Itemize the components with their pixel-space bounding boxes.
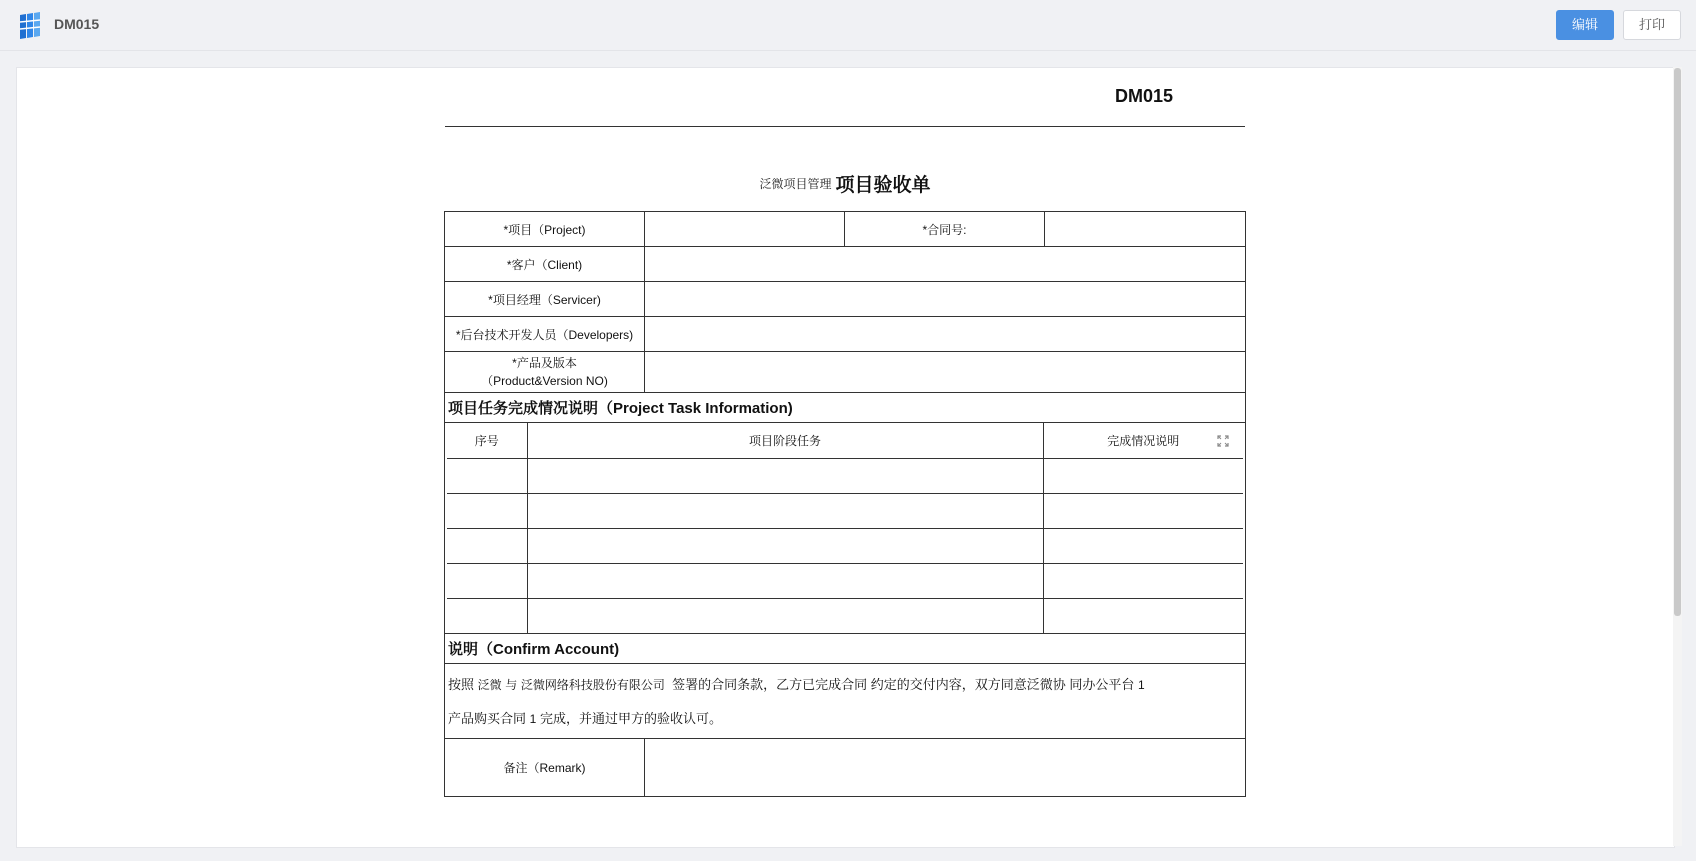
print-button[interactable]: 打印 — [1623, 10, 1681, 40]
acceptance-form — [444, 211, 1246, 797]
col-header-status — [1043, 423, 1243, 458]
remark-label: 备注（Remark) — [445, 739, 645, 797]
party-a: 泛微 — [477, 678, 502, 692]
product-label-line2: （Product&Version NO) — [481, 374, 608, 388]
task-status-cell[interactable] — [1043, 563, 1243, 598]
table-row — [447, 563, 1243, 598]
confirm-text — [445, 664, 1245, 738]
task-no-cell[interactable] — [447, 563, 527, 598]
confirm-text-part: 与 — [505, 678, 518, 692]
servicer-label: *项目经理（Servicer) — [445, 282, 645, 317]
product-label — [445, 352, 645, 393]
confirm-text-part: 签署的合同条款，乙方已完成合同 约定的交付内容，双方同意泛微协 同办公平台 — [672, 677, 1135, 692]
expand-icon[interactable] — [1217, 435, 1229, 447]
form-heading-prefix: 泛微项目管理 — [759, 177, 832, 191]
col-header-no: 序号 — [447, 423, 527, 458]
task-status-cell[interactable] — [1043, 528, 1243, 563]
confirm-number: 1 — [529, 712, 537, 726]
col-header-status-label: 完成情况说明 — [1107, 433, 1180, 448]
top-bar — [0, 0, 1696, 51]
task-status-cell[interactable] — [1043, 493, 1243, 528]
col-header-task: 项目阶段任务 — [527, 423, 1043, 458]
app-title: DM015 — [54, 16, 100, 32]
remark-field[interactable] — [645, 739, 1246, 797]
project-label: *项目（Project) — [445, 212, 645, 247]
project-field[interactable] — [645, 212, 845, 247]
form-title: 项目验收单 — [835, 175, 931, 196]
confirm-text-cell — [445, 664, 1246, 739]
contract-field[interactable] — [1045, 212, 1246, 247]
table-row — [447, 493, 1243, 528]
task-status-cell[interactable] — [1043, 458, 1243, 493]
task-section-title: 项目任务完成情况说明（Project Task Information) — [445, 393, 1246, 423]
task-no-cell[interactable] — [447, 458, 527, 493]
task-cell[interactable] — [527, 458, 1043, 493]
task-cell[interactable] — [527, 493, 1043, 528]
form-heading — [445, 170, 1245, 197]
contract-label: *合同号: — [845, 212, 1045, 247]
product-field[interactable] — [645, 352, 1246, 393]
table-row — [447, 458, 1243, 493]
task-table — [447, 423, 1243, 633]
product-label-line1: *产品及版本 — [512, 356, 577, 370]
task-cell[interactable] — [527, 563, 1043, 598]
task-cell[interactable] — [527, 598, 1043, 633]
task-table-container — [445, 423, 1246, 634]
servicer-field[interactable] — [645, 282, 1246, 317]
app-logo-icon — [20, 11, 42, 39]
header-divider — [445, 126, 1245, 127]
client-field[interactable] — [645, 247, 1246, 282]
confirm-number: 1 — [1138, 678, 1145, 692]
task-no-cell[interactable] — [447, 493, 527, 528]
developers-label: *后台技术开发人员（Developers) — [445, 317, 645, 352]
task-no-cell[interactable] — [447, 598, 527, 633]
party-b: 泛微网络科技股份有限公司 — [520, 678, 665, 692]
table-row — [447, 528, 1243, 563]
confirm-text-part: 按照 — [448, 677, 475, 692]
confirm-text-part: 产品购买合同 — [448, 711, 527, 726]
task-cell[interactable] — [527, 528, 1043, 563]
table-row — [447, 598, 1243, 633]
client-label: *客户（Client) — [445, 247, 645, 282]
developers-field[interactable] — [645, 317, 1246, 352]
task-no-cell[interactable] — [447, 528, 527, 563]
document-code: DM015 — [1115, 86, 1174, 106]
scrollbar-thumb[interactable] — [1674, 68, 1681, 616]
confirm-section-title: 说明（Confirm Account) — [445, 634, 1246, 664]
task-status-cell[interactable] — [1043, 598, 1243, 633]
edit-button[interactable]: 编辑 — [1556, 10, 1614, 40]
confirm-text-part: 完成，并通过甲方的验收认可。 — [539, 711, 722, 726]
